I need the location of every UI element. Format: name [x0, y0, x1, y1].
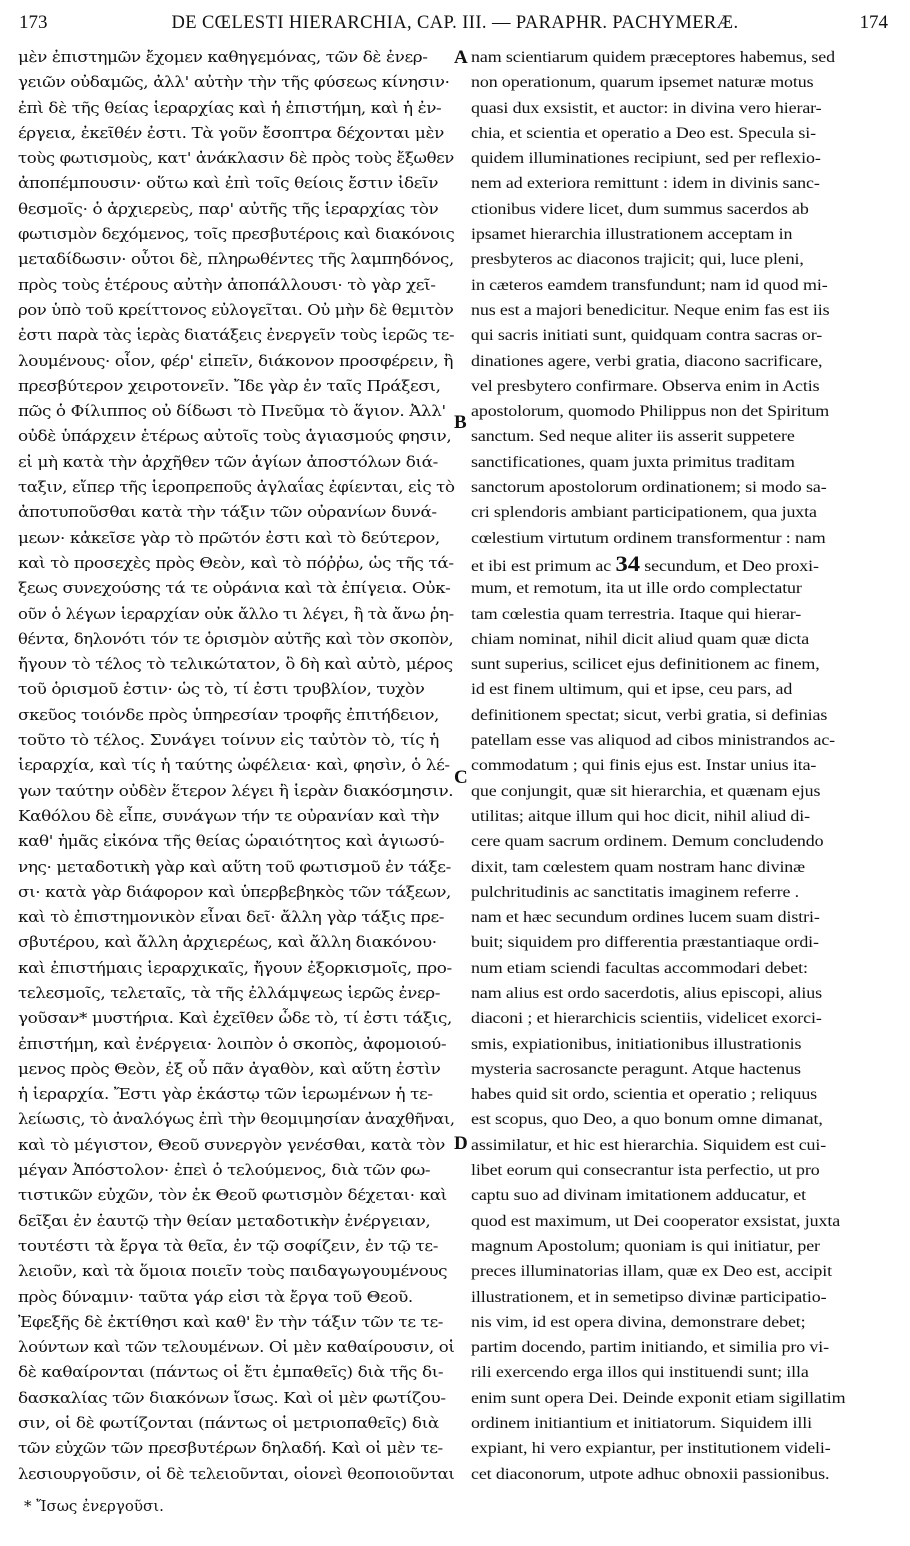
latin-text-line: vel presbytero confirmare. Observa enim in Actis [471, 377, 820, 395]
greek-text-line: γοῦσαν* μυστήρια. Καὶ ἐχεῖθεν ὧδε τὸ, τί ἐστι τάξις, [18, 1009, 452, 1028]
latin-text-line: definitionem spectat; sicut, verbi gratia, si definias [471, 706, 828, 724]
latin-text-line: commodatum ; qui finis ejus est. Instar unius ita- [471, 757, 817, 775]
latin-text-line: cri splendoris ambiant participationem, qua juxta [471, 504, 817, 522]
latin-text-line: assimilatur, et hic est hierarchia. Siquidem est cui- [471, 1136, 827, 1154]
page-number-left: 173 [19, 12, 48, 33]
greek-text-line: λεσιουργοῦσιν, οἱ δὲ τελειοῦνται, οἱονεὶ θεοποιοῦνται [18, 1464, 455, 1483]
latin-text-line: mum, et remotum, ita ut ille ordo complectatur [471, 580, 802, 598]
greek-text-line: Ἐφεξῆς δὲ ἐκτίθησι καὶ καθ' ἓν τὴν τάξιν τῶν τε τε- [18, 1312, 444, 1331]
greek-text-line: λείωσις, τὸ ἀναλόγως ἐπὶ τὴν θεομιμησίαν ἀναχθῆναι, [18, 1110, 455, 1129]
greek-text-line: τοῦτο τὸ τέλος. Συνάγει τοίνυν εἰς ταὐτὸν τὸ, τίς ἡ [18, 731, 439, 750]
greek-text-line: ἀποτυποῦσθαι κατὰ τὴν τάξιν τῶν οὐρανίων δυνά- [18, 503, 437, 522]
latin-text-line: libet eorum qui consecrantur ista perfectio, ut pro [471, 1162, 820, 1180]
latin-text-line: nam scientiarum quidem præceptores habemus, sed [471, 49, 835, 66]
latin-text-line: patellam esse vas aliquod ad cibos ministrandos ac- [471, 732, 836, 750]
greek-text-line: Καθόλου δὲ εἶπε, συνάγων τήν τε οὐρανίαν καὶ τὴν [18, 806, 440, 825]
latin-text-line: dixit, tam cœlestem quam nostram hanc divinæ [471, 858, 806, 876]
greek-text-line: καὶ τὸ μέγιστον, Θεοῦ συνεργὸν γενέσθαι, κατὰ τὸν [18, 1135, 445, 1154]
greek-text-line: οὐδὲ ὑπάρχειν ἑτέρως αὐτοῖς τοὺς ἁγιασμούς φησιν, [18, 427, 452, 446]
greek-text-line: γειῶν οὐδαμῶς, ἀλλ' αὐτὴν τὴν τῆς φύσεως κίνησιν· [18, 73, 450, 92]
latin-text-line: non operationum, quarum ipsemet naturæ motus [471, 74, 814, 92]
latin-text-line: id est finem ultimum, qui et ipse, ceu pars, ad [471, 681, 793, 699]
latin-text-line: utilitas; aitque illum qui hoc dicit, nihil aliud di- [471, 807, 810, 825]
latin-text-line: captu suo ad divinam imitationem adducatur, et [471, 1187, 807, 1205]
latin-text-line: cet diaconorum, utpote adhuc obnoxii passionibus. [471, 1465, 830, 1483]
greek-text-line: σι· κατὰ γὰρ διάφορον καὶ ὑπερβεβηκὸς τῶν τάξεων, [18, 882, 451, 901]
greek-text-line: λούντων καὶ τῶν τελουμένων. Οἱ μὲν καθαίρουσιν, οἱ [18, 1338, 455, 1357]
greek-text-line: πρὸς δύναμιν· ταῦτα γάρ εἰσι τὰ ἔργα τοῦ Θεοῦ. [18, 1287, 413, 1306]
latin-column [471, 45, 901, 1487]
margin-marker-b: B [454, 412, 467, 433]
greek-text-line: θεσμοῖς· ὁ ἀρχιερεὺς, παρ' αὐτῆς τῆς ἱεραρχίας τὸν [18, 199, 439, 218]
greek-text-line: τελεσμοῖς, τελεταῖς, τὰ τῆς ἐλλάμψεως ἱερῶς ἐνερ- [18, 983, 441, 1002]
latin-text-line: buit; siquidem pro differentia præstantiaque ordi- [471, 934, 819, 952]
latin-text-line: nis vim, id est opera divina, demonstrare debet; [471, 1313, 806, 1331]
greek-text-line: τουτέστι τὰ ἔργα τὰ θεῖα, ἐν τῷ σοφίζειν, ἐν τῷ τε- [18, 1236, 439, 1255]
greek-text-line: μὲν ἐπιστημῶν ἔχομεν καθηγεμόνας, τῶν δὲ ἐνερ- [18, 48, 428, 66]
latin-text-line: illustrationem, et in semetipso divinæ participatio- [471, 1288, 827, 1306]
latin-text-line: apostolorum, quomodo Philippus non det Spiritum [471, 403, 830, 421]
folio-number: 34 [615, 550, 640, 576]
greek-text-line: πρεσβύτερον χειροτονεῖν. Ἴδε γὰρ ἐν ταῖς Πράξεσι, [18, 376, 441, 395]
greek-text-line: ἐπὶ δὲ τῆς θείας ἱεραρχίας καὶ ἡ ἐπιστήμη, καὶ ἡ ἐν- [18, 98, 442, 117]
latin-text-line: sanctum. Sed neque aliter iis asserit suppetere [471, 428, 795, 446]
latin-text-line: pulchritudinis ac sanctitatis imaginem referre . [471, 883, 800, 901]
greek-text-line: θέντα, δηλονότι τόν τε ὁρισμὸν αὐτῆς καὶ τὸν σκοπὸν, [18, 629, 454, 648]
margin-marker-d: D [454, 1133, 468, 1154]
latin-text-line: cere quam sacrum ordinem. Demum concludendo [471, 833, 824, 851]
greek-text-line: μεταδίδωσιν· οὗτοι δὲ, πληρωθέντες τῆς λαμπηδόνος, [18, 250, 454, 269]
greek-text-line: πῶς ὁ Φίλιππος οὐ δίδωσι τὸ Πνεῦμα τὸ ἅγιον. Ἀλλ' [18, 402, 446, 421]
greek-text-line: μεων· κἀκεῖσε γὰρ τὸ πρῶτόν ἐστι καὶ τὸ δεύτερον, [18, 528, 440, 547]
greek-text-line: οῦν ὁ λέγων ἱεραρχίαν οὐκ ἄλλο τι λέγει, ἢ τὰ ἄνω ῥη- [18, 604, 454, 623]
greek-text-line: τῶν εὐχῶν τῶν πρεσβυτέρων δηλαδή. Καὶ οἱ μὲν τε- [18, 1439, 443, 1458]
greek-text-line: πρὸς τοὺς ἑτέρους αὐτὴν ἀποπάλλουσι· τὸ γὰρ χεῖ- [18, 275, 436, 294]
greek-text-line: καὶ τὸ ἐπιστημονικὸν εἶναι δεῖ· ἄλλη γὰρ τάξις πρε- [18, 908, 445, 927]
latin-text-line: preces illuminatorias illam, quæ ex Deo est, accipit [471, 1263, 832, 1281]
greek-text-line: ἡ ἱεραρχία. Ἔστι γὰρ ἑκάστῳ τῶν ἱερωμένων ἡ τε- [18, 1085, 433, 1104]
greek-text-line: δεῖξαι ἐν ἑαυτῷ τὴν θείαν μεταδοτικὴν ἐνέργειαν, [18, 1211, 431, 1230]
greek-text-line: ταξιν, εἴπερ τῆς ἱεροπρεποῦς ἀγλαΐας ἐφίενται, εἰς τὸ [18, 478, 455, 497]
latin-text-line: ctionibus videre licet, dum summus sacerdos ab [471, 200, 809, 218]
greek-text-line: λειοῦν, καὶ τὰ ὅμοια ποιεῖν τοὺς παιδαγωγουμένους [18, 1262, 448, 1281]
footnote: * Ἴσως ἐνεργοῦσι. [24, 1497, 164, 1515]
greek-text-line: ἤγουν τὸ τέλος τὸ τελικώτατον, ὃ δὴ καὶ αὐτὸ, μέρος [18, 655, 453, 674]
margin-marker-c: C [454, 767, 468, 788]
greek-text-line: μενος πρὸς Θεὸν, ἐξ οὗ πᾶν ἀγαθὸν, καὶ αὕτη ἐστὶν [18, 1059, 441, 1078]
greek-text-line: σκεῦος τοιόνδε πρὸς ὑπηρεσίαν τροφῆς ἐπιτήδειον, [18, 705, 439, 724]
greek-text-line: σιν, οἱ δὲ φωτίζονται (πάντως οἱ μετριοπαθεῖς) διὰ [18, 1414, 439, 1433]
running-title: DE CŒLESTI HIERARCHIA, CAP. III. — PARAPHR. PACHYMERÆ. [171, 13, 739, 33]
latin-text-line: nus est a majori benedicitur. Neque enim fas est iis [471, 301, 830, 319]
latin-text-fragment: secundum, et Deo proxi- [644, 557, 819, 575]
latin-text-line: cœlestium virtutum ordinem transformentur : nam [471, 529, 826, 547]
latin-text-line: magnum Apostolum; quoniam is qui initiatur, per [471, 1237, 820, 1255]
greek-text-line: καθ' ἡμᾶς εἰκόνα τῆς θείας ὡραιότητος καὶ ἁγιωσύ- [18, 832, 445, 851]
greek-text-line: δὲ καθαίρονται (πάντως οἱ ἔτι ἐμπαθεῖς) διὰ τῆς δι- [18, 1363, 444, 1382]
latin-text-line: chiam nominat, nihil dicit aliud quam quæ dicta [471, 630, 810, 648]
latin-text-line: est scopus, quo Deo, a quo bonum omne dimanat, [471, 1111, 823, 1129]
greek-text-line: γων ταύτην οὐδὲν ἕτερον λέγει ἢ ἱερὰν διακόσμησιν. [18, 781, 454, 800]
greek-text-line: ξεως συνεχούσης τά τε οὐράνια καὶ τὰ ἐπίγεια. Οὐκ- [18, 579, 451, 598]
latin-text-line: in cæteros eamdem transfundunt; nam id quod mi- [471, 276, 828, 294]
greek-text-line: ἀποπέμπουσιν· οὕτω καὶ ἐπὶ τοῖς θείοις ἔστιν ἰδεῖν [18, 174, 439, 193]
greek-text-line: σβυτέρου, καὶ ἄλλη ἀρχιερέως, καὶ ἄλλη διακόνου· [18, 933, 437, 952]
latin-text-line: mysteria sacrosancte peragunt. Atque hactenus [471, 1060, 801, 1078]
latin-text-fragment: et ibi est primum ac [471, 557, 612, 575]
latin-text-line: expiant, hi vero expiantur, per institutionem videli- [471, 1440, 831, 1458]
greek-text-line: έργεια, ἐκεῖθέν ἐστι. Τὰ γοῦν ἔσοπτρα δέχονται μὲν [18, 123, 444, 142]
greek-text-line: τοῦ ὁρισμοῦ ἐστιν· ὡς τὸ, τί ἐστι τρυβλίον, τυχὸν [18, 680, 425, 699]
latin-text-line: ipsamet hierarchia illustrationem acceptam in [471, 226, 793, 244]
latin-text-line: ordinem initiantium et initiatorum. Siquidem illi [471, 1415, 812, 1433]
latin-text-line: quod est maximum, ut Dei cooperator exsistat, juxta [471, 1212, 841, 1230]
greek-text-line: δασκαλίας τῶν διακόνων ἴσως. Καὶ οἱ μὲν φωτίζου- [18, 1388, 446, 1407]
latin-text-line: que conjungit, quæ sit hierarchia, et quænam ejus [471, 782, 821, 800]
latin-text-line: sanctorum apostolorum ordinationem; si modo sa- [471, 479, 827, 497]
latin-text-line: rili exercendo erga illos qui instituendi sunt; illa [471, 1364, 809, 1382]
latin-text-line: presbyteros ac diaconos trajicit; qui, luce pleni, [471, 251, 804, 269]
running-header [0, 12, 910, 42]
latin-text-line: enim sunt opera Dei. Deinde exponit etiam sigillatim [471, 1389, 846, 1407]
greek-text-line: ἱεραρχία, καὶ τίς ἡ ταύτης ὠφέλεια· καὶ, φησὶν, ὁ λέ- [18, 756, 450, 775]
margin-marker-a: A [454, 47, 468, 68]
latin-text-line: quidem illuminationes recipiunt, sed per reflexio- [471, 150, 821, 168]
greek-text-line: τοὺς φωτισμοὺς, κατ' ἀνάκλασιν δὲ πρὸς τοὺς ἔξωθεν [18, 149, 454, 168]
page-number-right: 174 [859, 12, 888, 33]
latin-text-line: qui sacris initiati sunt, quidquam contra sacras or- [471, 327, 823, 345]
latin-text-line: smis, expiationibus, initiationibus illustrationis [471, 1035, 802, 1053]
latin-text-line [471, 551, 910, 576]
latin-text-line: dinationes agere, verbi gratia, diacono sacrificare, [471, 352, 823, 370]
greek-text-line: καὶ τὸ προσεχὲς πρὸς Θεὸν, καὶ τὸ πόῤῥω, ὡς τῆς τά- [18, 553, 454, 572]
greek-text-line: τιστικῶν εὐχῶν, τὸν ἐκ Θεοῦ φωτισμὸν δέχεται· καὶ [18, 1186, 447, 1205]
greek-text-line: λουμένους· οἷον, φέρ' εἰπεῖν, διάκονον προσφέρειν, ἢ [18, 351, 454, 370]
greek-text-line: ἐπιστήμη, καὶ ἐνέργεια· λοιπὸν ὁ σκοπὸς, ἀφομοιού- [18, 1034, 447, 1053]
latin-text-line: nam et hæc secundum ordines lucem suam distri- [471, 909, 820, 927]
greek-text-line: καὶ ἐπιστήμαις ἱεραρχικαῖς, ἤγουν ἐξορκισμοῖς, προ- [18, 958, 452, 977]
greek-text-line: φωτισμὸν δεχόμενος, τοῖς πρεσβυτέροις καὶ διακόνοις [18, 225, 455, 244]
latin-text-line: sanctificationes, quam juxta primitus traditam [471, 453, 795, 471]
greek-text-line: νης· μεταδοτικὴ γὰρ καὶ αὕτη τοῦ φωτισμοῦ ἐν τάξε- [18, 857, 451, 876]
latin-text-line: nem ad exteriora remittunt : idem in divinis sanc- [471, 175, 820, 193]
greek-text-line: μέγαν Ἀπόστολον· ἐπεὶ ὁ τελούμενος, διὰ τῶν φω- [18, 1161, 431, 1180]
latin-text-line: quasi dux exsistit, et auctor: in divina vero hierar- [471, 99, 822, 117]
greek-text-line: ἐστι παρὰ τὰς ἱερὰς διατάξεις ἐνεργεῖν τοὺς ἱερῶς τε- [18, 326, 455, 345]
latin-text-line: nam alius est ordo sacerdotis, alius episcopi, alius [471, 984, 823, 1002]
latin-text-line: sunt superius, scilicet ejus definitionem ac finem, [471, 656, 820, 674]
latin-text-line: num etiam sciendi facultas accommodari debet: [471, 959, 808, 977]
latin-text-line: tam cœlestia quam terrestria. Itaque qui hierar- [471, 605, 802, 623]
latin-text-line: habes quid sit ordo, scientia et operatio ; reliquus [471, 1086, 818, 1104]
latin-text-line: chia, et scientia et operatio a Deo est. Specula si- [471, 124, 816, 142]
greek-column [18, 45, 454, 1487]
greek-text-line: εἰ μὴ κατὰ τὴν ἀρχῆθεν τῶν ἁγίων ἀποστόλων διά- [18, 452, 438, 471]
latin-text-line: partim docendo, partim initiando, et similia pro vi- [471, 1339, 829, 1357]
greek-text-line: ρον ὑπὸ τοῦ κρείττονος εὐλογεῖται. Οὐ μὴν δὲ θεμιτὸν [18, 300, 454, 319]
latin-text-line: diaconi ; et hierarchicis scientiis, videlicet exorci- [471, 1010, 822, 1028]
